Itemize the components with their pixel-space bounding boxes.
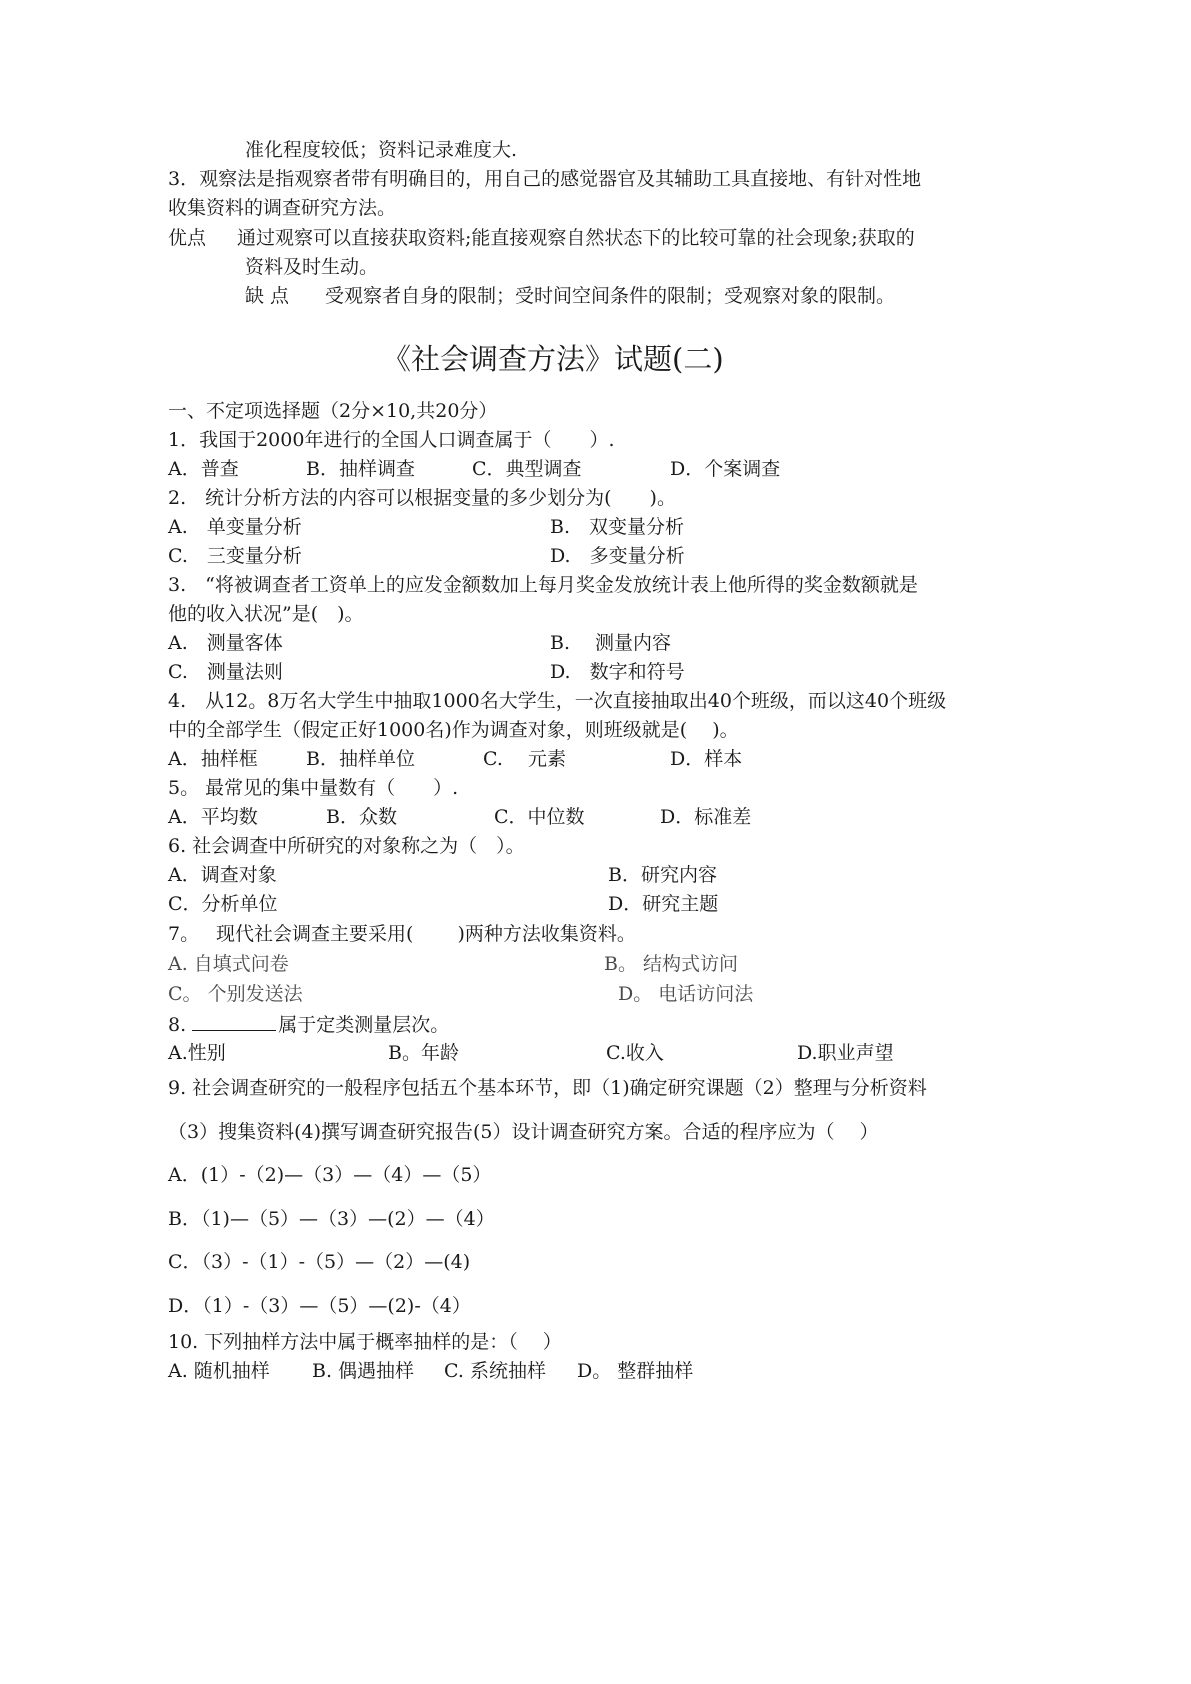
- q8-stem: [168, 1012, 449, 1037]
- q8-option-c: C.收入: [606, 1042, 664, 1064]
- q9-option-b: B．（1)—（5）—（3）—(2）—（4）: [168, 1208, 495, 1230]
- q8-stem-text: 属于定类测量层次。: [278, 1014, 450, 1036]
- q8-number: 8.: [168, 1014, 187, 1036]
- q1-option-a: A．普查: [168, 458, 239, 480]
- q8-option-d: D.职业声望: [797, 1042, 894, 1064]
- q4-option-c: C. 元素: [483, 748, 566, 770]
- q7-option-d: D。 电话访问法: [618, 983, 754, 1005]
- q6-stem: 6. 社会调查中所研究的对象称之为（ ）。: [168, 835, 525, 857]
- q9-stem-line2: （3）搜集资料(4)撰写调查研究报告(5）设计调查研究方案。合适的程序应为（ ）: [168, 1121, 879, 1143]
- q10-option-d: D。 整群抽样: [577, 1360, 694, 1382]
- q6-option-a: A．调查对象: [168, 864, 277, 886]
- q10-option-b: B. 偶遇抽样: [312, 1360, 415, 1382]
- q6-option-b: B．研究内容: [608, 864, 717, 886]
- q4-option-b: B．抽样单位: [306, 748, 415, 770]
- q9-option-d: D．（1）-（3）—（5）—(2)-（4）: [168, 1295, 471, 1317]
- q2-option-a: A. 单变量分析: [168, 516, 302, 538]
- advantage-text-line1: 通过观察可以直接获取资料;能直接观察自然状态下的比较可靠的社会现象;获取的: [237, 227, 915, 249]
- q5-option-b: B．众数: [326, 806, 397, 828]
- advantage-label: 优点: [168, 227, 207, 249]
- q9-option-a: A．(1）-（2)—（3）—（4）—（5）: [168, 1164, 492, 1186]
- q10-option-a: A. 随机抽样: [168, 1360, 270, 1382]
- q2-option-d: D. 多变量分析: [550, 545, 685, 567]
- q4-option-d: D．样本: [670, 748, 743, 770]
- q7-option-c: C。 个别发送法: [168, 983, 303, 1005]
- q3-option-c: C. 测量法则: [168, 661, 283, 683]
- q7-option-b: B。 结构式访问: [604, 953, 739, 975]
- q9-stem-line1: 9. 社会调查研究的一般程序包括五个基本环节，即（1)确定研究课题（2）整理与分析资料: [168, 1077, 927, 1099]
- disadvantage-text: 受观察者自身的限制；受时间空间条件的限制；受观察对象的限制。: [325, 285, 896, 307]
- q3-stem-line1: 3. “将被调查者工资单上的应发金额数加上每月奖金发放统计表上他所得的奖金数额就是: [168, 574, 918, 596]
- q5-stem: 5。 最常见的集中量数有（ ）.: [168, 777, 459, 799]
- q3-stem-line2: 他的收入状况”是( )。: [168, 603, 364, 625]
- section-heading: 一、不定项选择题（2分×10,共20分）: [168, 400, 498, 422]
- q5-option-d: D．标准差: [660, 806, 752, 828]
- exam-title: 《社会调查方法》试题(二): [382, 342, 724, 376]
- q10-stem: 10. 下列抽样方法中属于概率抽样的是：（ ）: [168, 1331, 562, 1353]
- q4-stem-line1: 4. 从12。8万名大学生中抽取1000名大学生，一次直接抽取出40个班级，而以这40个班级: [168, 690, 947, 712]
- q9-option-c: C．（3）-（1）-（5）—（2）—(4): [168, 1251, 471, 1273]
- q4-option-a: A．抽样框: [168, 748, 258, 770]
- q6-option-d: D．研究主题: [608, 893, 719, 915]
- q8-answer-blank: [192, 1012, 276, 1031]
- prev-q3-line2: 收集资料的调查研究方法。: [168, 197, 397, 219]
- q1-option-c: C．典型调查: [472, 458, 582, 480]
- q8-option-a: A.性别: [168, 1042, 226, 1064]
- q8-option-b: B。年龄: [388, 1042, 459, 1064]
- q1-option-b: B．抽样调查: [306, 458, 415, 480]
- q10-option-c: C. 系统抽样: [444, 1360, 546, 1382]
- q2-stem: 2. 统计分析方法的内容可以根据变量的多少划分为( )。: [168, 487, 676, 509]
- q6-option-c: C．分析单位: [168, 893, 278, 915]
- q1-option-d: D．个案调查: [670, 458, 781, 480]
- disadvantage-label: 缺 点: [245, 285, 290, 307]
- q5-option-c: C．中位数: [494, 806, 585, 828]
- q3-option-d: D. 数字和符号: [550, 661, 685, 683]
- q5-option-a: A．平均数: [168, 806, 258, 828]
- prev-text-line: 准化程度较低；资料记录难度大.: [245, 139, 518, 161]
- q7-stem: 现代社会调查主要采用( )两种方法收集资料。: [216, 923, 636, 945]
- q2-option-b: B. 双变量分析: [550, 516, 685, 538]
- q4-stem-line2: 中的全部学生（假定正好1000名)作为调查对象，则班级就是( )。: [168, 719, 739, 741]
- q7-number: 7。: [168, 923, 200, 945]
- q3-option-a: A. 测量客体: [168, 632, 283, 654]
- advantage-text-line2: 资料及时生动。: [245, 256, 379, 278]
- q2-option-c: C. 三变量分析: [168, 545, 302, 567]
- q3-option-b: B. 测量内容: [550, 632, 672, 654]
- q7-option-a: A. 自填式问卷: [168, 953, 289, 975]
- prev-q3-line1: 3．观察法是指观察者带有明确目的，用自己的感觉器官及其辅助工具直接地、有针对性地: [168, 168, 922, 190]
- q1-stem: 1．我国于2000年进行的全国人口调查属于（ ）.: [168, 429, 615, 451]
